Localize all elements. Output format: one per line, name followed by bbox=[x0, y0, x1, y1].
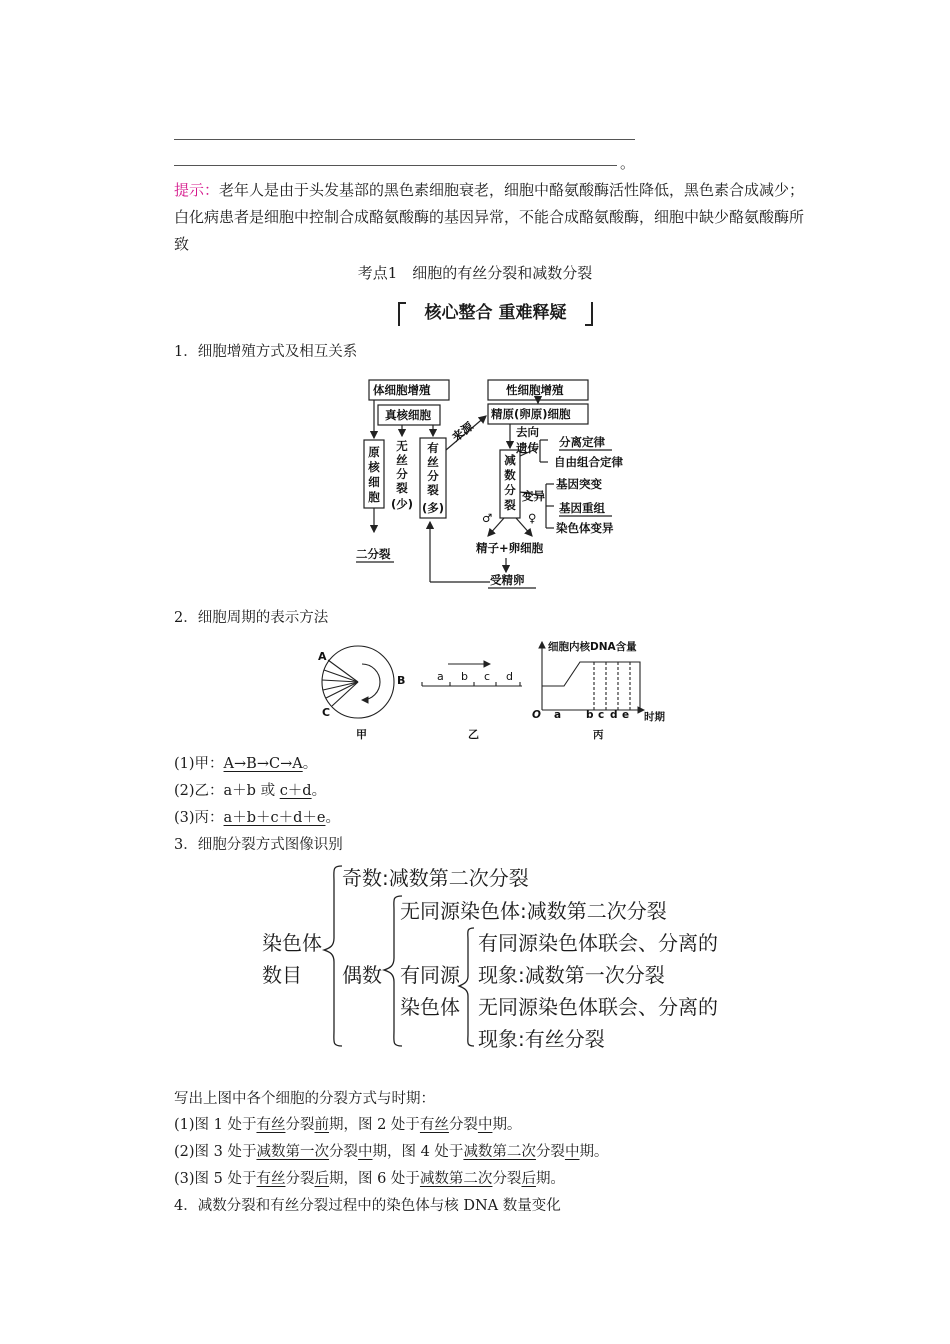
tree-has-homolog-2: 染色体 bbox=[400, 995, 460, 1019]
item3-answer-2: (2)图 3 处于减数第一次分裂中期，图 4 处于减数第二次分裂中期。 bbox=[174, 1144, 609, 1160]
fig-bing-ylabel: 细胞内核DNA含量 bbox=[548, 641, 637, 653]
answer-line-2 bbox=[174, 165, 617, 166]
label-sperm-plus-egg: 精子+卵细胞 bbox=[476, 541, 544, 555]
label-variation: 变异 bbox=[522, 489, 545, 503]
label-sperm-egg-origin: 精原(卵原)细胞 bbox=[491, 407, 571, 421]
tree-root-2: 数目 bbox=[262, 963, 302, 987]
cell-proliferation-diagram bbox=[350, 372, 650, 592]
item1-heading: 1．细胞增殖方式及相互关系 bbox=[174, 344, 358, 360]
label-segregation: 分离定律 bbox=[559, 435, 605, 449]
label-fertilized-egg: 受精卵 bbox=[490, 573, 525, 587]
tree-odd: 奇数:减数第二次分裂 bbox=[342, 866, 529, 890]
tree-leaf1-line1: 有同源染色体联会、分离的 bbox=[478, 931, 718, 955]
tree-even: 偶数 bbox=[342, 963, 382, 987]
fig-yi-d: d bbox=[506, 670, 513, 683]
section-banner bbox=[398, 300, 593, 326]
item4-heading: 4．减数分裂和有丝分裂过程中的染色体与核 DNA 数量变化 bbox=[174, 1198, 561, 1214]
answer-line-1 bbox=[174, 139, 635, 140]
tree-root-1: 染色体 bbox=[262, 931, 322, 955]
section-title: 考点1 细胞的有丝分裂和减数分裂 bbox=[357, 264, 593, 282]
label-female: ♀ bbox=[528, 511, 537, 525]
label-chromosome-variation: 染色体变异 bbox=[556, 521, 614, 535]
fig-yi-c: c bbox=[484, 670, 491, 683]
banner-left-bracket bbox=[398, 302, 406, 326]
item2-answer-2: (2)乙：a＋b 或 c＋d。 bbox=[174, 783, 327, 799]
label-whereabouts: 去向 bbox=[516, 425, 539, 439]
hint-label: 提示： bbox=[174, 181, 220, 199]
fig-jia-B: B bbox=[397, 674, 406, 687]
tree-leaf2-line2: 现象:有丝分裂 bbox=[478, 1027, 605, 1051]
label-male: ♂ bbox=[482, 511, 493, 525]
hint-text: 老年人是由于头发基部的黑色素细胞衰老，细胞中酪氨酸酶活性降低，黑色素合成减少；白化病患者是细胞中控制合成酪氨酸酶的基因异常，不能合成酪氨酸酶，细胞中缺少酪氨酸酶所致 bbox=[174, 181, 805, 253]
item3-answer-3: (3)图 5 处于有丝分裂后期，图 6 处于减数第二次分裂后期。 bbox=[174, 1171, 565, 1187]
banner-right-bracket bbox=[585, 302, 593, 326]
label-eukaryote: 真核细胞 bbox=[385, 408, 431, 422]
cell-cycle-figures bbox=[310, 636, 690, 746]
fig-jia-circle bbox=[322, 646, 394, 718]
item3-prompt: 写出上图中各个细胞的分裂方式与时期： bbox=[174, 1091, 435, 1107]
label-meiosis: 减数分裂 bbox=[504, 453, 516, 512]
label-mitosis: 有丝分裂(多) bbox=[421, 441, 445, 515]
fig-bing-xlabel: 时期 bbox=[644, 711, 665, 723]
hint-paragraph bbox=[174, 177, 814, 258]
fig-bing-tick-c: c bbox=[598, 709, 605, 721]
label-heredity: 遗传 bbox=[516, 441, 539, 455]
label-free-combination: 自由组合定律 bbox=[554, 455, 623, 469]
item2-answer-1: (1)甲：A→B→C→A。 bbox=[174, 756, 318, 772]
tree-has-homolog-1: 有同源 bbox=[400, 963, 460, 987]
label-somatic: 体细胞增殖 bbox=[373, 383, 431, 397]
tree-leaf2-line1: 无同源染色体联会、分离的 bbox=[478, 995, 718, 1019]
label-amitosis: 无丝分裂(少) bbox=[390, 439, 414, 511]
item2-heading: 2．细胞周期的表示方法 bbox=[174, 610, 329, 626]
banner-text: 核心整合 重难释疑 bbox=[424, 303, 567, 323]
label-source: 来源 bbox=[449, 419, 476, 445]
label-sexual: 性细胞增殖 bbox=[506, 383, 564, 397]
item2-answer-3: (3)丙：a＋b＋c＋d＋e。 bbox=[174, 810, 340, 826]
fig-bing-tick-a: a bbox=[554, 709, 562, 721]
fig-bing-tick-b: b bbox=[586, 709, 594, 721]
fig-yi-b: b bbox=[461, 670, 468, 683]
fig-bing-tick-d: d bbox=[610, 709, 618, 721]
fig-bing-tick-e: e bbox=[622, 709, 630, 721]
fig-bing-caption: 丙 bbox=[593, 729, 604, 741]
label-binary-fission: 二分裂 bbox=[356, 547, 391, 561]
fig-bing-origin: O bbox=[532, 709, 541, 721]
fig-jia-caption: 甲 bbox=[356, 728, 367, 741]
fig-jia-C: C bbox=[322, 706, 331, 719]
label-gene-mutation: 基因突变 bbox=[556, 477, 602, 491]
item3-answer-1: (1)图 1 处于有丝分裂前期，图 2 处于有丝分裂中期。 bbox=[174, 1117, 522, 1133]
item3-heading: 3．细胞分裂方式图像识别 bbox=[174, 837, 343, 853]
tree-no-homolog: 无同源染色体:减数第二次分裂 bbox=[400, 899, 667, 923]
fig-jia-A: A bbox=[318, 650, 327, 663]
fig-yi-caption: 乙 bbox=[468, 728, 479, 741]
label-prokaryote: 原核细胞 bbox=[368, 445, 380, 504]
label-gene-recombination: 基因重组 bbox=[559, 501, 605, 515]
tree-leaf1-line2: 现象:减数第一次分裂 bbox=[478, 963, 665, 987]
fig-yi-a: a bbox=[437, 670, 444, 683]
answer-line-end: 。 bbox=[620, 154, 636, 172]
